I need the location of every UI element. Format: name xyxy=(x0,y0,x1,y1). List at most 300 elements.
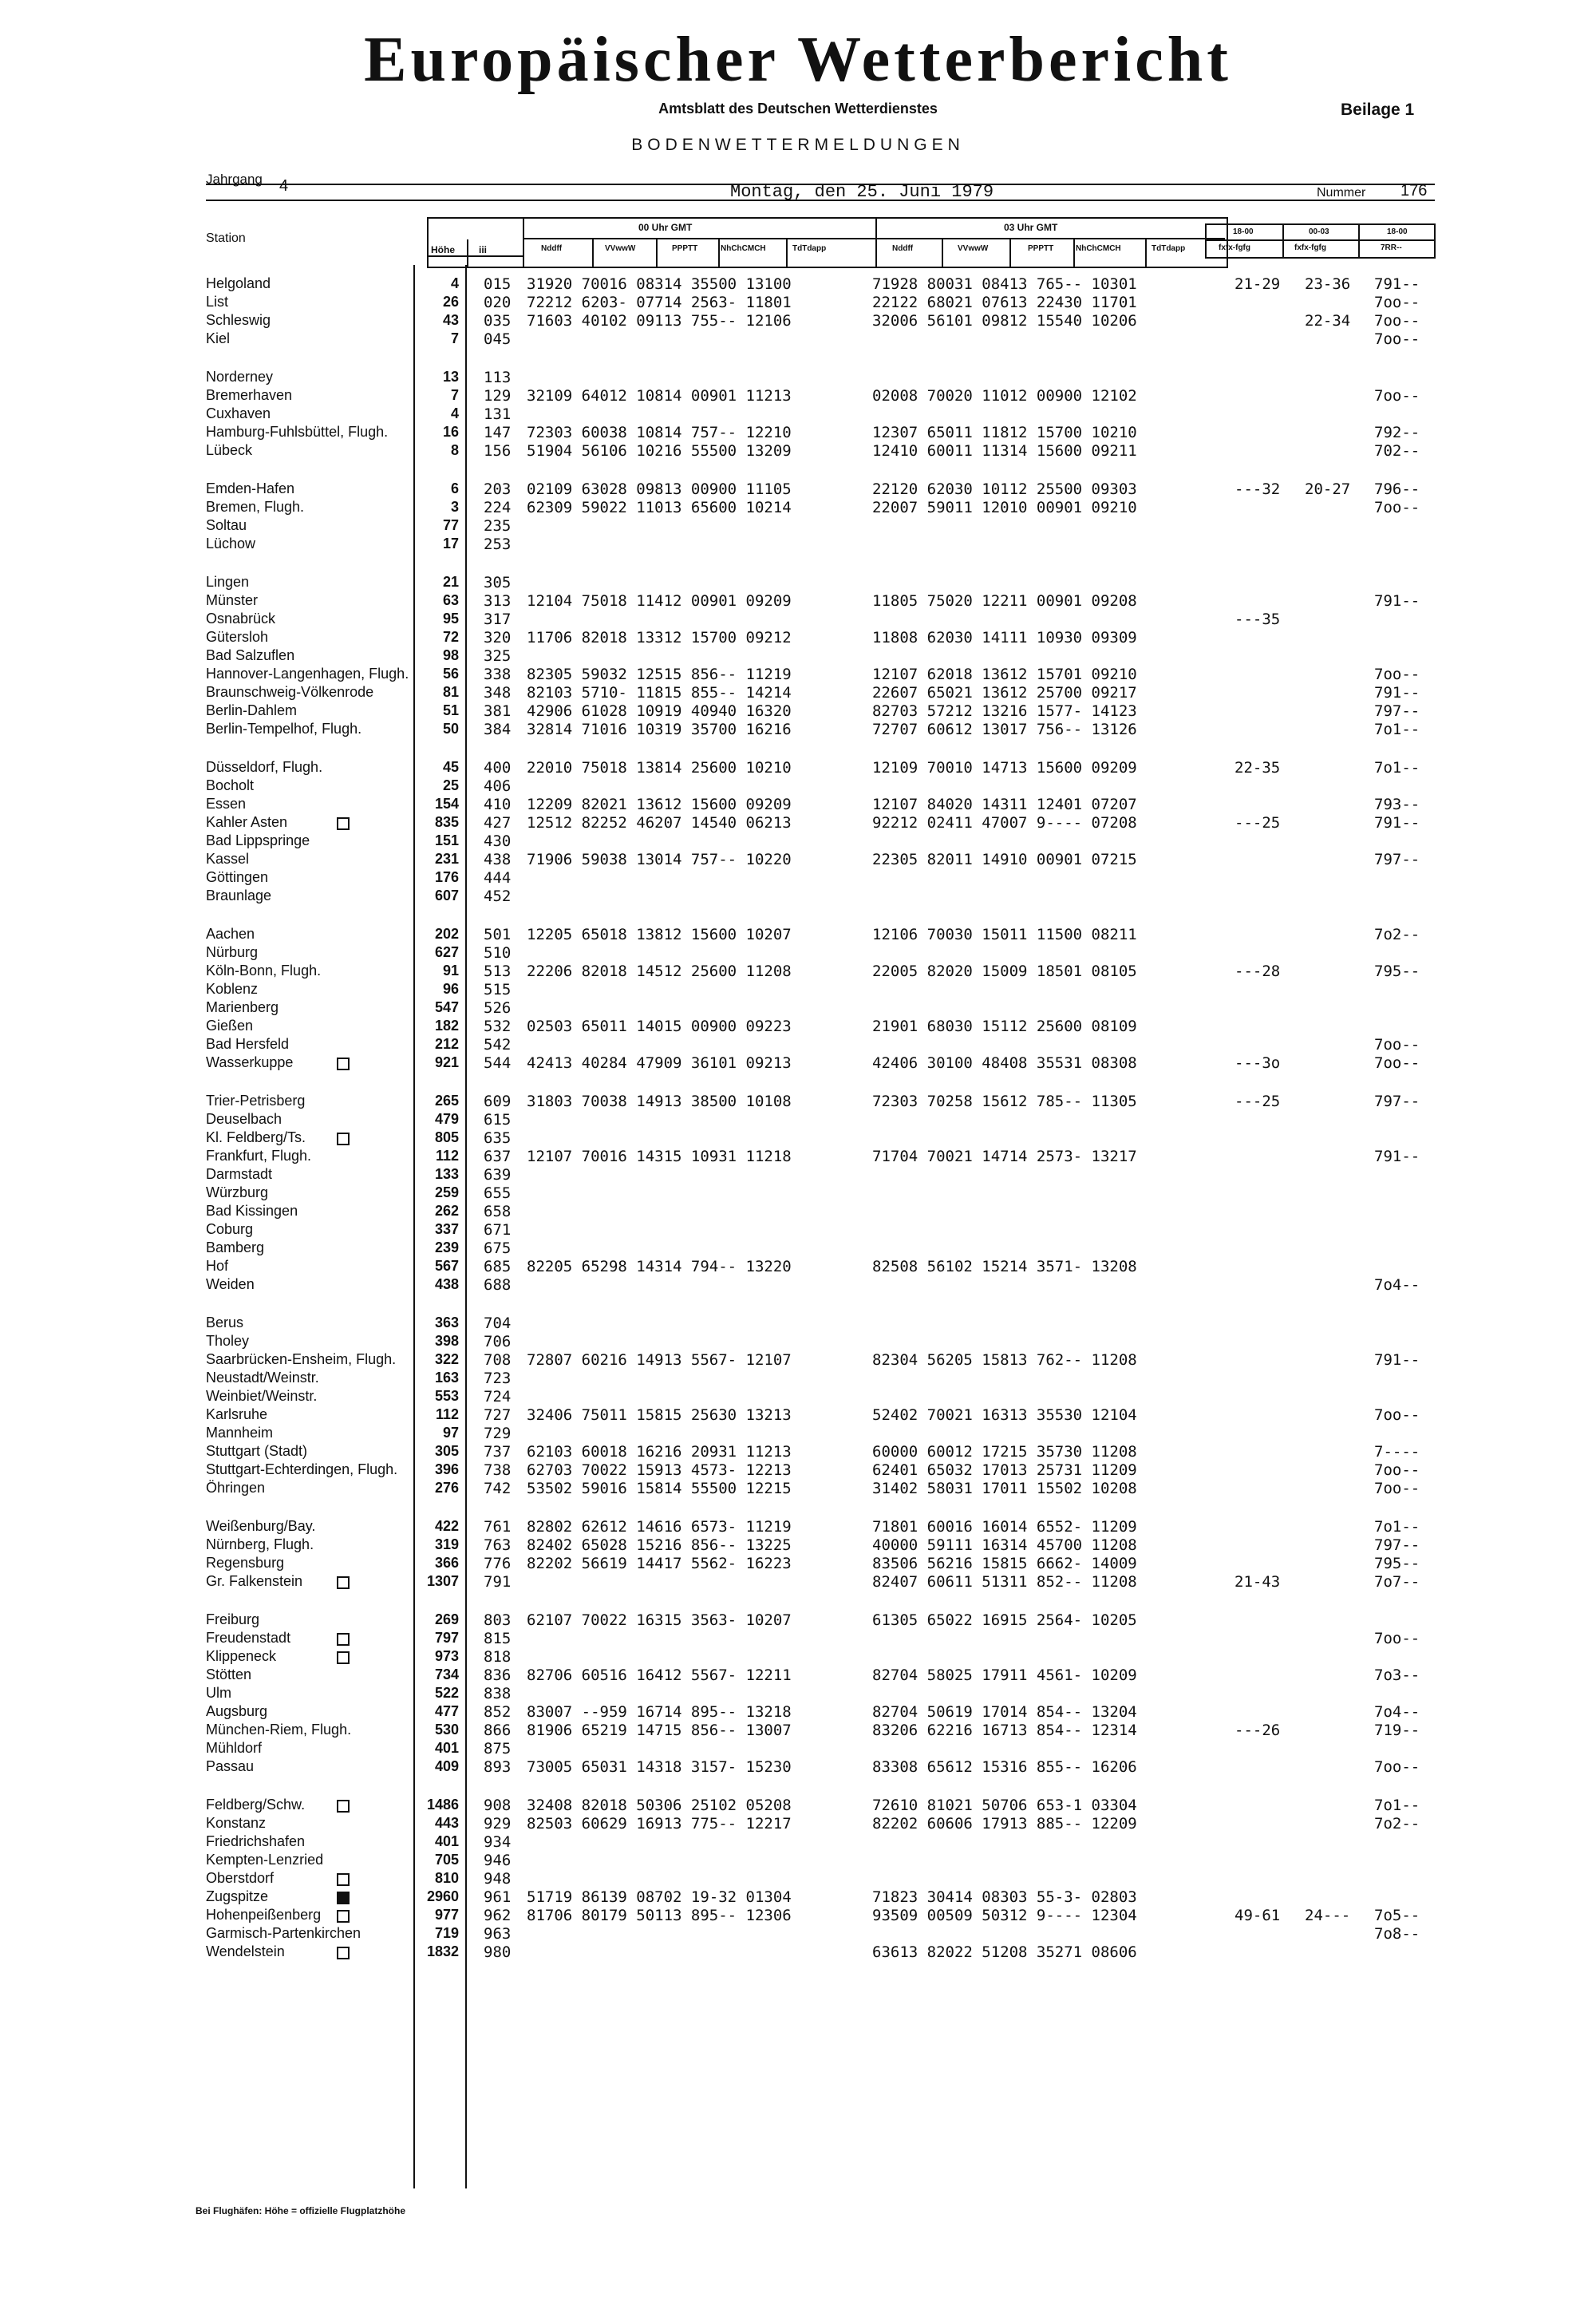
column-line xyxy=(465,265,467,2188)
obs-00-utc: 81706 80179 50113 895-- 12306 xyxy=(527,1907,792,1924)
obs-00-utc: 12205 65018 13812 15600 10207 xyxy=(527,926,792,943)
station-height: 607 xyxy=(434,888,459,903)
station-name: Weiden xyxy=(206,1276,255,1292)
obs-03-utc: 22305 82011 14910 00901 07215 xyxy=(872,851,1137,868)
station-height: 133 xyxy=(434,1166,459,1182)
obs-03-utc: 12107 62018 13612 15701 09210 xyxy=(872,666,1137,683)
station-index: 532 xyxy=(484,1018,512,1035)
station-name: Hannover-Langenhagen, Flugh. xyxy=(206,666,409,682)
obs-00-utc: 32408 82018 50306 25102 05208 xyxy=(527,1797,792,1814)
station-height: 7 xyxy=(450,330,459,346)
obs-00-utc: 82706 60516 16412 5567- 12211 xyxy=(527,1666,792,1684)
station-name: List xyxy=(206,294,229,310)
obs-00-utc: 31803 70038 14913 38500 10108 xyxy=(527,1093,792,1110)
station-index: 655 xyxy=(484,1184,512,1202)
station-index: 980 xyxy=(484,1943,512,1961)
station-height: 91 xyxy=(442,963,459,979)
station-index: 313 xyxy=(484,592,512,610)
station-name: Hof xyxy=(206,1258,229,1274)
station-height: 366 xyxy=(434,1555,459,1571)
station-height: 72 xyxy=(442,629,459,645)
gust-18-00: ---25 xyxy=(1235,1093,1281,1110)
group-00-header: 00 Uhr GMT xyxy=(638,222,693,233)
station-index: 635 xyxy=(484,1129,512,1147)
precip-18-00: 7o1-- xyxy=(1374,1518,1420,1536)
station-index: 045 xyxy=(484,330,512,348)
precip-18-00: 7oo-- xyxy=(1374,666,1420,683)
station-index: 675 xyxy=(484,1239,512,1257)
station-name: Bocholt xyxy=(206,777,255,793)
precip-18-00: 7oo-- xyxy=(1374,1036,1420,1054)
station-height: 977 xyxy=(434,1907,459,1923)
station-index: 147 xyxy=(484,424,512,441)
station-index: 706 xyxy=(484,1333,512,1350)
station-height: 627 xyxy=(434,944,459,960)
station-height: 262 xyxy=(434,1203,459,1219)
gust-00-03: 22-34 xyxy=(1305,312,1351,330)
station-index: 515 xyxy=(484,981,512,998)
station-height: 202 xyxy=(434,926,459,942)
obs-03-utc: 11805 75020 12211 00901 09208 xyxy=(872,592,1137,610)
station-index: 836 xyxy=(484,1666,512,1684)
station-height: 98 xyxy=(442,647,459,663)
station-name: Ulm xyxy=(206,1685,231,1701)
station-name: Bremerhaven xyxy=(206,387,293,403)
obs-03-utc: 42406 30100 48408 35531 08308 xyxy=(872,1054,1137,1072)
station-index: 544 xyxy=(484,1054,512,1072)
obs-03-utc: 40000 59111 16314 45700 11208 xyxy=(872,1536,1137,1554)
station-height: 2960 xyxy=(426,1888,459,1904)
station-name: Passau xyxy=(206,1758,255,1774)
obs-00-utc: 32406 75011 15815 25630 13213 xyxy=(527,1406,792,1424)
station-index: 708 xyxy=(484,1351,512,1369)
station-name: Stuttgart-Echterdingen, Flugh. xyxy=(206,1461,398,1477)
precip-18-00: 791-- xyxy=(1374,1148,1420,1165)
station-index: 510 xyxy=(484,944,512,962)
station-name: Soltau xyxy=(206,517,247,533)
station-name: Aachen xyxy=(206,926,255,942)
station-height: 56 xyxy=(442,666,459,682)
station-name: Gütersloh xyxy=(206,629,269,645)
station-height: 13 xyxy=(442,369,459,385)
obs-00-utc: 81906 65219 14715 856-- 13007 xyxy=(527,1722,792,1739)
extra-header: fxfx-fgfg xyxy=(1219,243,1250,252)
station-height: 396 xyxy=(434,1461,459,1477)
station-name: Weinbiet/Weinstr. xyxy=(206,1388,318,1404)
station-name: Freiburg xyxy=(206,1611,260,1627)
precip-18-00: 7oo-- xyxy=(1374,1480,1420,1497)
station-index: 685 xyxy=(484,1258,512,1275)
mountain-station-box-icon xyxy=(337,1947,350,1959)
gust-18-00: 21-29 xyxy=(1235,275,1281,293)
extra-header: 7RR-- xyxy=(1381,243,1402,252)
station-name: Münster xyxy=(206,592,259,608)
station-index: 406 xyxy=(484,777,512,795)
obs-03-utc: 71823 30414 08303 55-3- 02803 xyxy=(872,1888,1137,1906)
station-height: 51 xyxy=(442,702,459,718)
extra-header: 00-03 xyxy=(1309,227,1329,236)
station-height: 17 xyxy=(442,536,459,552)
station-height: 112 xyxy=(435,1148,459,1164)
station-name: Kassel xyxy=(206,851,250,867)
station-height: 182 xyxy=(434,1018,459,1034)
station-height: 921 xyxy=(434,1054,459,1070)
station-index: 035 xyxy=(484,312,512,330)
hdr-divider xyxy=(875,217,877,267)
station-name: Neustadt/Weinstr. xyxy=(206,1370,319,1386)
mountain-station-box-icon xyxy=(337,1892,350,1904)
station-height: 43 xyxy=(442,312,459,328)
obs-03-utc: 72303 70258 15612 785-- 11305 xyxy=(872,1093,1137,1110)
station-index: 113 xyxy=(484,369,512,386)
precip-18-00: 797-- xyxy=(1374,1093,1420,1110)
extra-header: 18-00 xyxy=(1233,227,1254,236)
obs-03-utc: 82304 56205 15813 762-- 11208 xyxy=(872,1351,1137,1369)
station-name: Koblenz xyxy=(206,981,259,997)
station-index: 020 xyxy=(484,294,512,311)
station-index: 929 xyxy=(484,1815,512,1832)
obs-03-utc: 83308 65612 15316 855-- 16206 xyxy=(872,1758,1137,1776)
station-name: Saarbrücken-Ensheim, Flugh. xyxy=(206,1351,397,1367)
hdr-subrule xyxy=(1205,239,1434,241)
col-header: Nddff xyxy=(541,244,563,253)
station-name: Wendelstein xyxy=(206,1943,285,1959)
station-name: Wasserkuppe xyxy=(206,1054,294,1070)
station-index: 803 xyxy=(484,1611,512,1629)
station-index: 742 xyxy=(484,1480,512,1497)
mountain-station-box-icon xyxy=(337,1873,350,1886)
precip-18-00: 719-- xyxy=(1374,1722,1420,1739)
precip-18-00: 7o2-- xyxy=(1374,926,1420,943)
obs-03-utc: 12107 84020 14311 12401 07207 xyxy=(872,796,1137,813)
hdr-divider xyxy=(467,239,468,267)
precip-18-00: 7o2-- xyxy=(1374,1815,1420,1832)
precip-18-00: 792-- xyxy=(1374,424,1420,441)
station-name: Deuselbach xyxy=(206,1111,282,1127)
precip-18-00: 7oo-- xyxy=(1374,1758,1420,1776)
gust-18-00: 49-61 xyxy=(1235,1907,1281,1924)
station-index: 452 xyxy=(484,888,512,905)
rule-date xyxy=(206,200,1435,201)
obs-00-utc: 72303 60038 10814 757-- 12210 xyxy=(527,424,792,441)
station-name: Marienberg xyxy=(206,999,279,1015)
precip-18-00: 7o1-- xyxy=(1374,759,1420,777)
station-name: Braunschweig-Völkenrode xyxy=(206,684,374,700)
gust-18-00: ---25 xyxy=(1235,814,1281,832)
mountain-station-box-icon xyxy=(337,1800,350,1813)
station-height: 151 xyxy=(434,832,459,848)
station-index: 526 xyxy=(484,999,512,1017)
station-name: Stuttgart (Stadt) xyxy=(206,1443,308,1459)
precip-18-00: 7oo-- xyxy=(1374,294,1420,311)
obs-03-utc: 12410 60011 11314 15600 09211 xyxy=(872,442,1137,460)
obs-03-utc: 82704 58025 17911 4561- 10209 xyxy=(872,1666,1137,1684)
station-height: 239 xyxy=(434,1239,459,1255)
station-index: 838 xyxy=(484,1685,512,1702)
obs-00-utc: 51719 86139 08702 19-32 01304 xyxy=(527,1888,792,1906)
precip-18-00: 7o4-- xyxy=(1374,1276,1420,1294)
hdr-divider xyxy=(786,238,788,267)
station-height: 719 xyxy=(434,1925,459,1941)
station-name: Düsseldorf, Flugh. xyxy=(206,759,323,775)
station-name: Nürburg xyxy=(206,944,259,960)
obs-00-utc: 82305 59032 12515 856-- 11219 xyxy=(527,666,792,683)
station-height: 7 xyxy=(450,387,459,403)
station-name: Braunlage xyxy=(206,888,272,903)
station-height: 3 xyxy=(450,499,459,515)
station-index: 637 xyxy=(484,1148,512,1165)
station-index: 962 xyxy=(484,1907,512,1924)
station-name: Osnabrück xyxy=(206,611,276,627)
station-name: Mannheim xyxy=(206,1425,274,1441)
hdr-divider xyxy=(1145,238,1147,267)
obs-03-utc: 82407 60611 51311 852-- 11208 xyxy=(872,1573,1137,1591)
station-name: Schleswig xyxy=(206,312,271,328)
station-index: 946 xyxy=(484,1852,512,1869)
station-height: 422 xyxy=(434,1518,459,1534)
station-height: 16 xyxy=(442,424,459,440)
obs-03-utc: 72610 81021 50706 653-1 03304 xyxy=(872,1797,1137,1814)
hdr-divider xyxy=(1282,223,1284,259)
station-index: 729 xyxy=(484,1425,512,1442)
gust-00-03: 24--- xyxy=(1305,1907,1351,1924)
station-height: 401 xyxy=(434,1833,459,1849)
obs-00-utc: 82802 62612 14616 6573- 11219 xyxy=(527,1518,792,1536)
station-height: 276 xyxy=(434,1480,459,1496)
station-name: Emden-Hafen xyxy=(206,480,295,496)
station-name: Coburg xyxy=(206,1221,254,1237)
station-height: 231 xyxy=(434,851,459,867)
station-index: 317 xyxy=(484,611,512,628)
gust-00-03: 23-36 xyxy=(1305,275,1351,293)
station-name: Lingen xyxy=(206,574,250,590)
station-height: 305 xyxy=(434,1443,459,1459)
obs-03-utc: 93509 00509 50312 9---- 12304 xyxy=(872,1907,1137,1924)
obs-00-utc: 82205 65298 14314 794-- 13220 xyxy=(527,1258,792,1275)
station-name: Würzburg xyxy=(206,1184,269,1200)
precip-18-00: 795-- xyxy=(1374,1555,1420,1572)
issue-date: Montag, den 25. Juni 1979 xyxy=(730,182,994,202)
precip-18-00: 7oo-- xyxy=(1374,312,1420,330)
mountain-station-box-icon xyxy=(337,1651,350,1664)
station-name: Frankfurt, Flugh. xyxy=(206,1148,312,1164)
station-index: 688 xyxy=(484,1276,512,1294)
obs-00-utc: 12104 75018 11412 00901 09209 xyxy=(527,592,792,610)
hoehe-header: Höhe xyxy=(431,244,455,255)
obs-00-utc: 72807 60216 14913 5567- 12107 xyxy=(527,1351,792,1369)
station-index: 410 xyxy=(484,796,512,813)
station-height: 567 xyxy=(434,1258,459,1274)
obs-00-utc: 51904 56106 10216 55500 13209 xyxy=(527,442,792,460)
station-name: Kiel xyxy=(206,330,231,346)
iii-header: iii xyxy=(479,244,488,255)
station-index: 738 xyxy=(484,1461,512,1479)
station-name: Lübeck xyxy=(206,442,253,458)
obs-00-utc: 31920 70016 08314 35500 13100 xyxy=(527,275,792,293)
station-name: Kempten-Lenzried xyxy=(206,1852,324,1868)
jahrgang-label: Jahrgang xyxy=(206,172,263,187)
station-index: 427 xyxy=(484,814,512,832)
precip-18-00: 7oo-- xyxy=(1374,330,1420,348)
station-index: 381 xyxy=(484,702,512,720)
obs-03-utc: 82202 60606 17913 885-- 12209 xyxy=(872,1815,1137,1832)
station-name: Klippeneck xyxy=(206,1648,277,1664)
station-name: Augsburg xyxy=(206,1703,268,1719)
station-height: 522 xyxy=(434,1685,459,1701)
station-name: Oberstdorf xyxy=(206,1870,275,1886)
hdr-subrule xyxy=(427,255,523,257)
station-index: 235 xyxy=(484,517,512,535)
station-index: 542 xyxy=(484,1036,512,1054)
station-index: 320 xyxy=(484,629,512,646)
station-height: 1486 xyxy=(426,1797,459,1813)
mountain-station-box-icon xyxy=(337,1058,350,1070)
station-height: 269 xyxy=(434,1611,459,1627)
station-index: 727 xyxy=(484,1406,512,1424)
obs-00-utc: 62703 70022 15913 4573- 12213 xyxy=(527,1461,792,1479)
station-height: 259 xyxy=(434,1184,459,1200)
obs-03-utc: 63613 82022 51208 35271 08606 xyxy=(872,1943,1137,1961)
mountain-station-box-icon xyxy=(337,817,350,830)
gust-18-00: ---28 xyxy=(1235,963,1281,980)
precip-18-00: 791-- xyxy=(1374,684,1420,702)
station-height: 4 xyxy=(450,405,459,421)
station-index: 224 xyxy=(484,499,512,516)
obs-00-utc: 71603 40102 09113 755-- 12106 xyxy=(527,312,792,330)
station-name: Kl. Feldberg/Ts. xyxy=(206,1129,306,1145)
station-index: 615 xyxy=(484,1111,512,1129)
precip-18-00: 702-- xyxy=(1374,442,1420,460)
station-name: Göttingen xyxy=(206,869,269,885)
station-index: 948 xyxy=(484,1870,512,1888)
station-index: 723 xyxy=(484,1370,512,1387)
station-name: Öhringen xyxy=(206,1480,266,1496)
station-index: 253 xyxy=(484,536,512,553)
station-name: Gr. Falkenstein xyxy=(206,1573,303,1589)
station-index: 305 xyxy=(484,574,512,591)
precip-18-00: 791-- xyxy=(1374,275,1420,293)
station-height: 212 xyxy=(434,1036,459,1052)
obs-03-utc: 22007 59011 12010 00901 09210 xyxy=(872,499,1137,516)
obs-00-utc: 02503 65011 14015 00900 09223 xyxy=(527,1018,792,1035)
mountain-station-box-icon xyxy=(337,1910,350,1923)
col-header: PPPTT xyxy=(1028,244,1054,253)
station-index: 763 xyxy=(484,1536,512,1554)
hdr-divider xyxy=(942,238,943,267)
station-name: Bad Kissingen xyxy=(206,1203,298,1219)
station-height: 112 xyxy=(435,1406,459,1422)
station-height: 176 xyxy=(434,869,459,885)
station-height: 77 xyxy=(442,517,459,533)
precip-18-00: 791-- xyxy=(1374,1351,1420,1369)
station-height: 81 xyxy=(442,684,459,700)
station-height: 398 xyxy=(434,1333,459,1349)
station-name: Essen xyxy=(206,796,247,812)
station-index: 400 xyxy=(484,759,512,777)
precip-18-00: 7oo-- xyxy=(1374,1054,1420,1072)
mountain-station-box-icon xyxy=(337,1633,350,1646)
station-height: 45 xyxy=(442,759,459,775)
station-height: 95 xyxy=(442,611,459,627)
obs-00-utc: 62309 59022 11013 65600 10214 xyxy=(527,499,792,516)
station-height: 835 xyxy=(434,814,459,830)
station-height: 163 xyxy=(434,1370,459,1386)
hdr-divider xyxy=(592,238,594,267)
precip-18-00: 797-- xyxy=(1374,1536,1420,1554)
station-name: Gießen xyxy=(206,1018,254,1034)
precip-18-00: 797-- xyxy=(1374,702,1420,720)
obs-03-utc: 83206 62216 16713 854-- 12314 xyxy=(872,1722,1137,1739)
station-height: 443 xyxy=(434,1815,459,1831)
station-height: 6 xyxy=(450,480,459,496)
obs-03-utc: 62401 65032 17013 25731 11209 xyxy=(872,1461,1137,1479)
station-index: 658 xyxy=(484,1203,512,1220)
station-name: Darmstadt xyxy=(206,1166,273,1182)
obs-00-utc: 02109 63028 09813 00900 11105 xyxy=(527,480,792,498)
obs-03-utc: 71801 60016 16014 6552- 11209 xyxy=(872,1518,1137,1536)
station-height: 154 xyxy=(434,796,459,812)
precip-18-00: 7---- xyxy=(1374,1443,1420,1461)
station-name: München-Riem, Flugh. xyxy=(206,1722,352,1738)
obs-03-utc: 02008 70020 11012 00900 12102 xyxy=(872,387,1137,405)
station-index: 934 xyxy=(484,1833,512,1851)
station-index: 639 xyxy=(484,1166,512,1184)
station-name: Trier-Petrisberg xyxy=(206,1093,306,1109)
precip-18-00: 7o3-- xyxy=(1374,1666,1420,1684)
station-index: 852 xyxy=(484,1703,512,1721)
station-height: 734 xyxy=(434,1666,459,1682)
station-name: Bad Lippspringe xyxy=(206,832,310,848)
station-height: 319 xyxy=(434,1536,459,1552)
precip-18-00: 7oo-- xyxy=(1374,387,1420,405)
precip-18-00: 795-- xyxy=(1374,963,1420,980)
obs-03-utc: 22122 68021 07613 22430 11701 xyxy=(872,294,1137,311)
station-index: 776 xyxy=(484,1555,512,1572)
station-name: Helgoland xyxy=(206,275,271,291)
hdr-divider xyxy=(718,238,720,267)
station-index: 015 xyxy=(484,275,512,293)
station-height: 8 xyxy=(450,442,459,458)
station-index: 129 xyxy=(484,387,512,405)
col-header: TdTdapp xyxy=(792,244,827,253)
station-height: 265 xyxy=(434,1093,459,1109)
station-height: 63 xyxy=(442,592,459,608)
station-index: 704 xyxy=(484,1315,512,1332)
gust-18-00: 22-35 xyxy=(1235,759,1281,777)
page-title: Europäischer Wetterbericht xyxy=(364,25,1232,95)
obs-00-utc: 82503 60629 16913 775-- 12217 xyxy=(527,1815,792,1832)
hdr-divider xyxy=(1009,238,1011,267)
header-box-main xyxy=(427,217,1228,268)
gust-18-00: ---35 xyxy=(1235,611,1281,628)
precip-18-00: 793-- xyxy=(1374,796,1420,813)
station-index: 866 xyxy=(484,1722,512,1739)
station-index: 338 xyxy=(484,666,512,683)
precip-18-00: 7o1-- xyxy=(1374,1797,1420,1814)
station-height: 4 xyxy=(450,275,459,291)
station-index: 963 xyxy=(484,1925,512,1943)
obs-03-utc: 52402 70021 16313 35530 12104 xyxy=(872,1406,1137,1424)
obs-00-utc: 72212 6203- 07714 2563- 11801 xyxy=(527,294,792,311)
station-height: 322 xyxy=(434,1351,459,1367)
obs-00-utc: 42413 40284 47909 36101 09213 xyxy=(527,1054,792,1072)
station-height: 96 xyxy=(442,981,459,997)
station-name: Berlin-Dahlem xyxy=(206,702,298,718)
gust-18-00: ---3o xyxy=(1235,1054,1281,1072)
station-height: 797 xyxy=(434,1630,459,1646)
precip-18-00: 7o4-- xyxy=(1374,1703,1420,1721)
obs-00-utc: 22010 75018 13814 25600 10210 xyxy=(527,759,792,777)
